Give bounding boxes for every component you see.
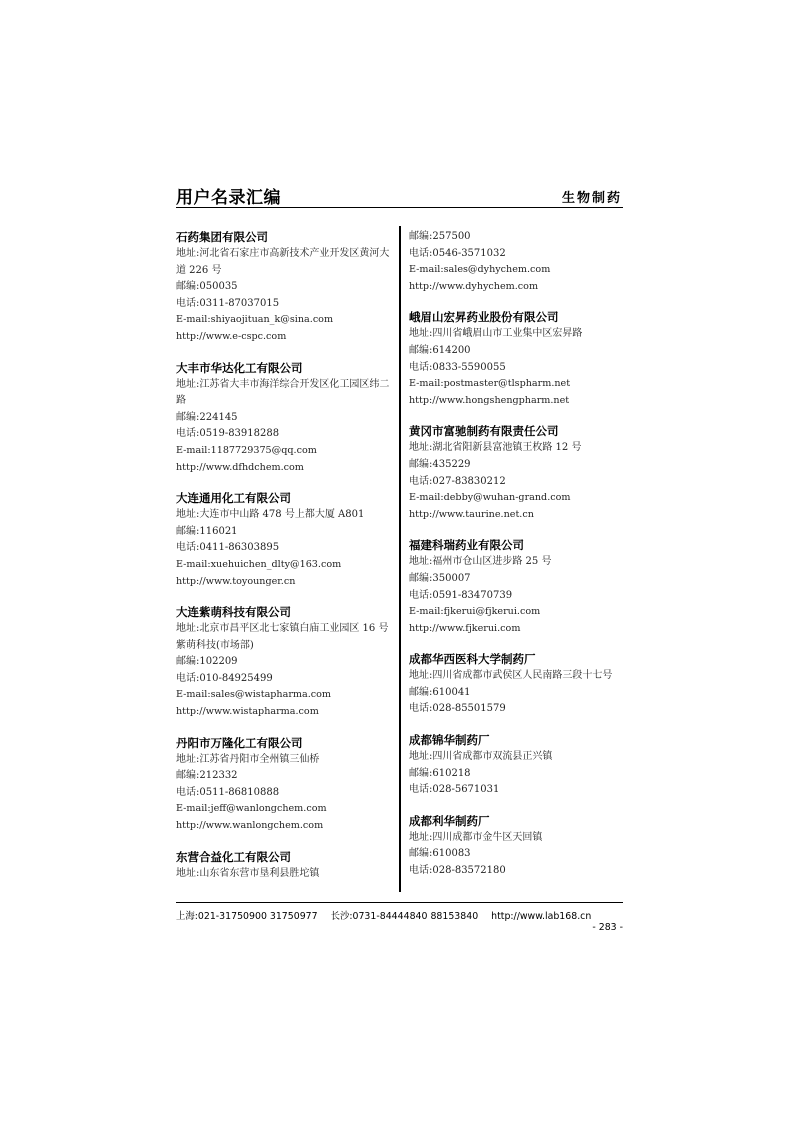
directory-entry (176, 604, 391, 721)
company-postcode: 邮编:224145 (176, 411, 238, 423)
page-section-label: 生物制药 (561, 191, 622, 206)
right-column (409, 229, 624, 894)
directory-entry (409, 732, 624, 799)
footer-website: http://www.lab168.cn (491, 911, 592, 922)
company-website: http://www.dfhdchem.com (176, 461, 304, 473)
company-postcode: 邮编:610218 (409, 767, 471, 779)
directory-entry (176, 229, 391, 346)
company-email: E-mail:postmaster@tlspharm.net (409, 378, 571, 390)
company-phone: 电话:028-83572180 (409, 865, 506, 877)
directory-entry-continued (409, 229, 624, 295)
company-name: 成都锦华制药厂 (409, 733, 490, 748)
column-divider (399, 226, 401, 892)
company-website: http://www.hongshengpharm.net (409, 394, 570, 406)
directory-entry (176, 490, 391, 590)
company-email: E-mail:sales@dyhychem.com (409, 264, 551, 276)
company-postcode: 邮编:050035 (176, 281, 238, 293)
company-website: http://www.toyounger.cn (176, 575, 296, 587)
company-postcode: 邮编:435229 (409, 458, 471, 470)
company-address: 地址:湖北省阳新县富池镇王枚路 12 号 (409, 442, 582, 454)
company-website: http://www.wistapharma.com (176, 706, 319, 718)
company-phone: 电话:0833-5590055 (409, 361, 506, 373)
company-postcode: 邮编:212332 (176, 770, 238, 782)
company-website: http://www.fjkerui.com (409, 622, 521, 634)
company-postcode: 邮编:350007 (409, 572, 471, 584)
company-address: 地址:江苏省大丰市海洋综合开发区化工园区纬二路 (176, 378, 390, 407)
company-name: 东营合益化工有限公司 (176, 849, 291, 864)
directory-entry (409, 309, 624, 409)
company-name: 峨眉山宏昇药业股份有限公司 (409, 310, 559, 325)
company-website: http://www.taurine.net.cn (409, 508, 534, 520)
company-phone: 电话:0311-87037015 (176, 297, 280, 309)
company-phone: 电话:028-5671031 (409, 784, 500, 796)
company-name: 大连通用化工有限公司 (176, 491, 291, 506)
company-email: E-mail:sales@wistapharma.com (176, 689, 332, 701)
company-postcode: 邮编:102209 (176, 656, 238, 668)
company-name: 石药集团有限公司 (176, 230, 268, 244)
footer-shanghai-contact: 上海:021-31750900 31750977 (176, 911, 318, 922)
company-phone: 电话:027-83830212 (409, 475, 506, 487)
company-postcode: 邮编:257500 (409, 231, 471, 242)
company-website: http://www.dyhychem.com (409, 280, 539, 292)
company-name: 丹阳市万隆化工有限公司 (176, 735, 303, 750)
company-address: 地址:江苏省丹阳市全州镇三仙桥 (176, 753, 320, 765)
company-name: 大连紫萌科技有限公司 (176, 605, 291, 620)
company-address: 地址:四川省成都市武侯区人民南路三段十七号 (409, 670, 613, 682)
directory-entry (176, 735, 391, 835)
page-header-title: 用户名录汇编 (176, 188, 281, 208)
company-email: E-mail:jeff@wanlongchem.com (176, 803, 327, 815)
company-phone: 电话:028-85501579 (409, 703, 506, 715)
company-postcode: 邮编:610083 (409, 848, 471, 860)
company-address: 地址:大连市中山路 478 号上都大厦 A801 (176, 509, 365, 521)
company-email: E-mail:shiyaojituan_k@sina.com (176, 314, 334, 326)
company-phone: 电话:0591-83470739 (409, 589, 513, 601)
page-number: - 283 - (592, 922, 623, 933)
company-address: 地址:福州市仓山区进步路 25 号 (409, 556, 552, 568)
company-address: 地址:四川成都市金牛区天回镇 (409, 831, 543, 843)
company-address: 地址:四川省峨眉山市工业集中区宏昇路 (409, 328, 583, 340)
company-email: E-mail:xuehuichen_dlty@163.com (176, 558, 342, 570)
footer-changsha-contact: 长沙:0731-84444840 88153840 (330, 911, 479, 922)
company-address: 地址:北京市昌平区北七家镇白庙工业园区 16 号紫萌科技(市场部) (176, 623, 389, 651)
company-address: 地址:四川省成都市双流县正兴镇 (409, 751, 553, 763)
company-website: http://www.wanlongchem.com (176, 820, 324, 832)
company-email: E-mail:1187729375@qq.com (176, 444, 317, 456)
directory-entry (409, 813, 624, 880)
directory-entry (409, 651, 624, 718)
company-name: 大丰市华达化工有限公司 (176, 360, 303, 375)
header-rule (176, 207, 623, 208)
left-column (176, 229, 391, 896)
directory-entry (409, 423, 624, 523)
directory-entry (409, 537, 624, 637)
company-phone: 电话:0546-3571032 (409, 247, 506, 259)
company-postcode: 邮编:116021 (176, 525, 238, 537)
directory-entry (176, 360, 391, 477)
company-name: 福建科瑞药业有限公司 (409, 538, 524, 553)
company-phone: 电话:0519-83918288 (176, 428, 280, 440)
company-website: http://www.e-cspc.com (176, 330, 287, 342)
footer-rule (176, 902, 623, 903)
company-name: 黄冈市富驰制药有限责任公司 (409, 424, 559, 439)
company-email: E-mail:debby@wuhan-grand.com (409, 492, 571, 504)
company-address: 地址:河北省石家庄市高新技术产业开发区黄河大道 226 号 (176, 248, 390, 276)
directory-entry (176, 849, 391, 883)
company-name: 成都利华制药厂 (409, 813, 490, 828)
company-name: 成都华西医科大学制药厂 (409, 652, 536, 667)
company-phone: 电话:0411-86303895 (176, 542, 280, 554)
company-postcode: 邮编:614200 (409, 344, 471, 356)
company-phone: 电话:0511-86810888 (176, 786, 280, 798)
company-phone: 电话:010-84925499 (176, 672, 273, 684)
company-email: E-mail:fjkerui@fjkerui.com (409, 606, 541, 618)
page-footer (176, 908, 623, 933)
company-address: 地址:山东省东营市垦利县胜坨镇 (176, 867, 320, 879)
company-postcode: 邮编:610041 (409, 686, 471, 698)
